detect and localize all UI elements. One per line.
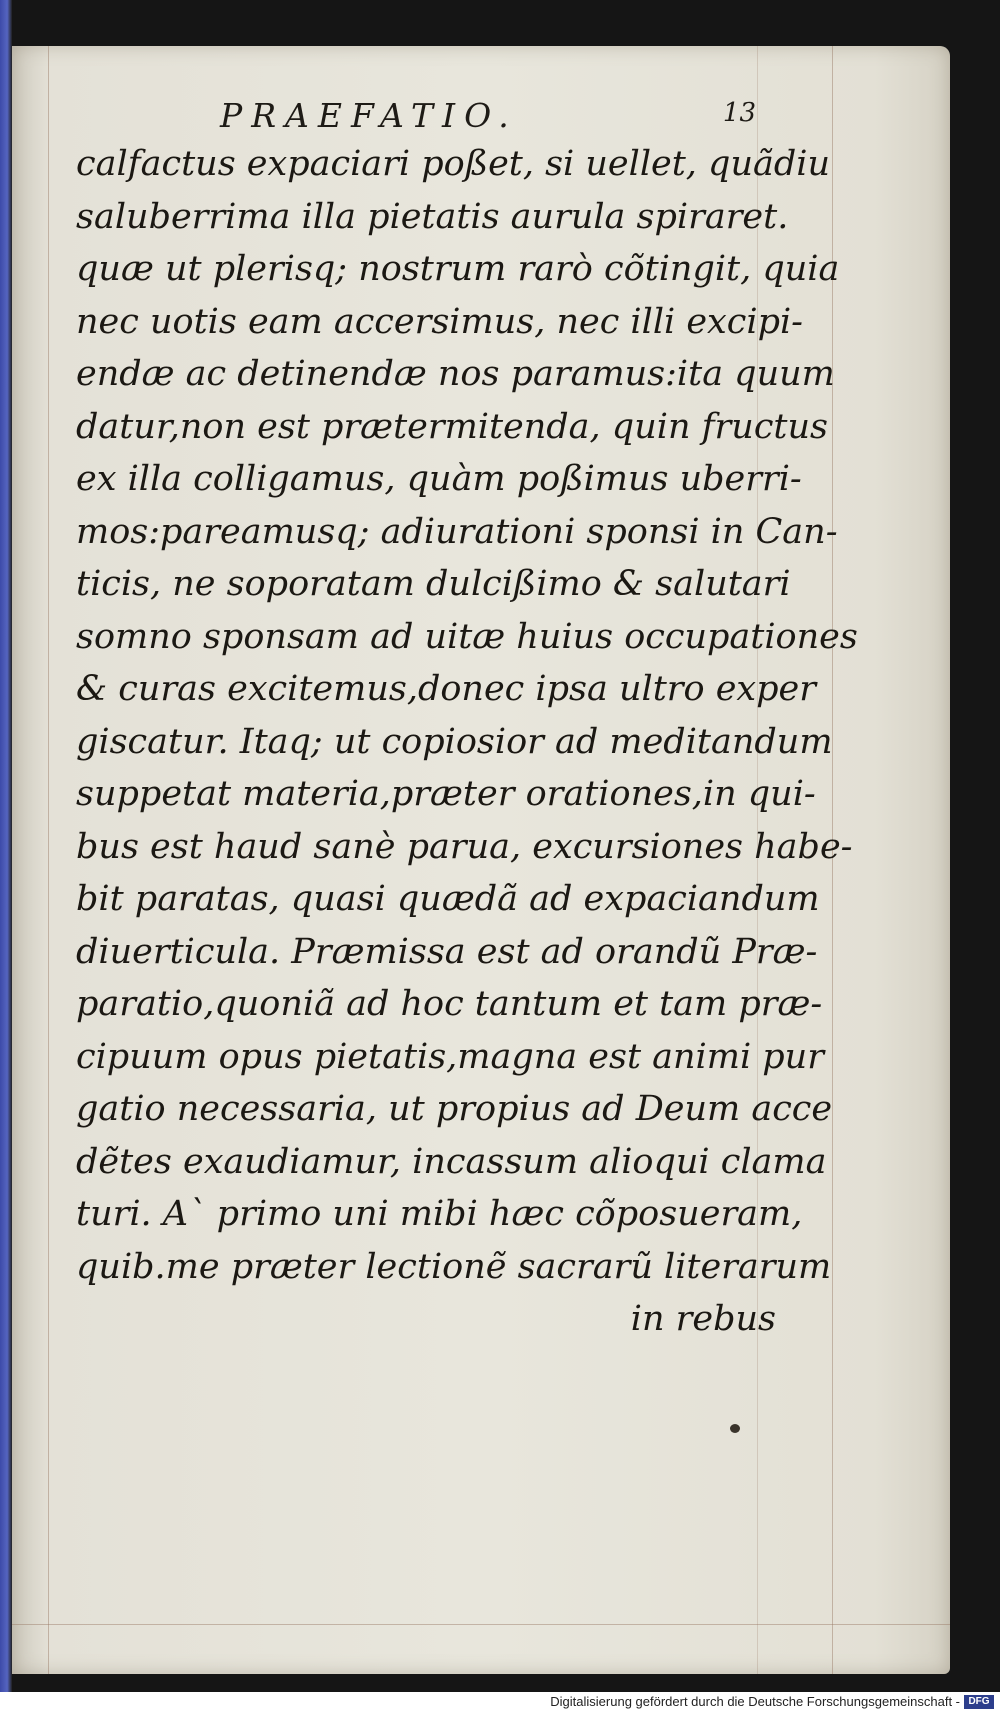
text-line: gatio necessaria, ut propius ad Deum acce bbox=[76, 1089, 833, 1129]
text-line: mos:pareamusq; adiurationi sponsi in Can- bbox=[76, 511, 838, 552]
text-line: quæ ut plerisq; nostrum rarò cõtingit, quia bbox=[76, 249, 840, 289]
text-line: dẽtes exaudiamur, incassum alioqui clama bbox=[76, 1141, 827, 1182]
book-page bbox=[12, 46, 950, 1674]
digitization-footer bbox=[0, 1692, 1000, 1712]
body-text bbox=[76, 138, 858, 1346]
text-line: calfactus expaciari poßet, si uellet, quãdiu bbox=[76, 144, 831, 184]
running-head-title: PRAEFATIO. bbox=[220, 96, 518, 135]
text-line: paratio,quoniã ad hoc tantum et tam præ- bbox=[76, 984, 823, 1024]
text-line: & curas excitemus,donec ipsa ultro exper bbox=[76, 669, 816, 709]
text-line: nec uotis eam accersimus, nec illi excipi- bbox=[76, 301, 804, 342]
margin-rule-left bbox=[48, 46, 49, 1674]
page-number: 13 bbox=[722, 98, 756, 128]
text-line: somno sponsam ad uitæ huius occupationes bbox=[76, 616, 858, 657]
text-line: giscatur. Itaq; ut copiosior ad meditandum bbox=[76, 721, 833, 762]
text-line: suppetat materia,præter orationes,in qui- bbox=[76, 774, 816, 814]
running-head bbox=[76, 94, 766, 134]
digitization-credit: Digitalisierung gefördert durch die Deutsche Forschungsgemeinschaft - bbox=[550, 1694, 960, 1709]
text-line: bit paratas, quasi quædã ad expaciandum bbox=[76, 879, 820, 919]
margin-rule-bottom bbox=[12, 1624, 950, 1625]
text-line: endæ ac detinendæ nos paramus:ita quum bbox=[76, 354, 835, 394]
text-line: quib.me præter lectionẽ sacrarũ literarum bbox=[76, 1246, 832, 1287]
ink-spot bbox=[730, 1424, 740, 1433]
text-line: diuerticula. Præmissa est ad orandũ Præ- bbox=[76, 931, 818, 972]
text-line: ticis, ne soporatam dulcißimo & salutari bbox=[76, 564, 791, 604]
catchword: in rebus bbox=[630, 1299, 776, 1339]
text-line: cipuum opus pietatis,magna est animi pur bbox=[76, 1036, 824, 1077]
text-line: turi. A` primo uni mibi hæc cõposueram, bbox=[76, 1194, 803, 1234]
scan-edge-strip bbox=[0, 0, 12, 1692]
text-line: bus est haud sanè parua, excursiones habe- bbox=[76, 826, 853, 867]
dfg-logo: DFG bbox=[964, 1695, 994, 1709]
text-line: ex illa colligamus, quàm poßimus uberri- bbox=[76, 459, 802, 499]
text-line: saluberrima illa pietatis aurula spiraret. bbox=[76, 196, 789, 237]
text-line: datur,non est prætermitenda, quin fructus bbox=[76, 406, 829, 447]
